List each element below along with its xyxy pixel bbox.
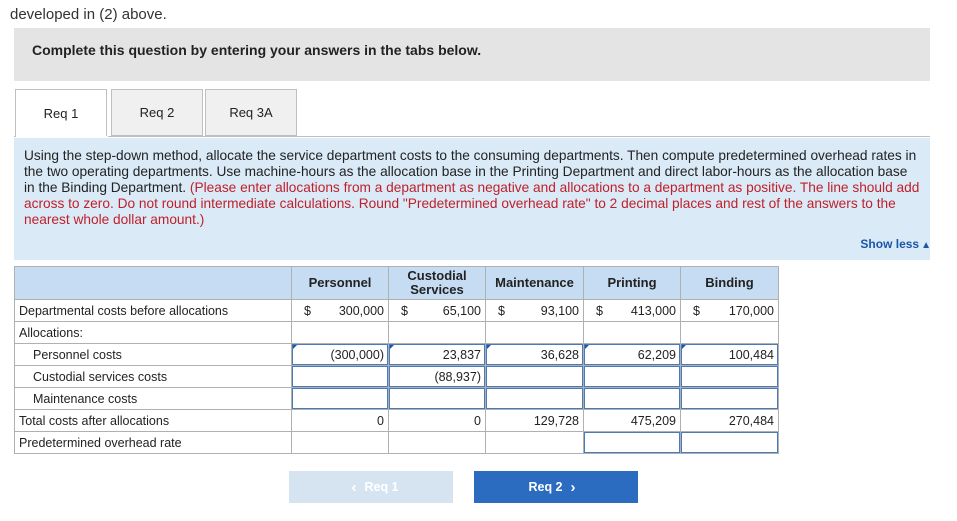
cell-value: 300,000 — [338, 303, 384, 318]
input-cell[interactable] — [584, 366, 681, 388]
row-label: Total costs after allocations — [15, 410, 292, 432]
dollar-sign: $ — [304, 303, 311, 318]
tab-divider — [14, 136, 930, 137]
col-header-maintenance: Maintenance — [486, 267, 584, 300]
input-value[interactable]: (88,937) — [434, 369, 481, 384]
cell-value: 93,100 — [540, 303, 579, 318]
input-cell[interactable] — [681, 388, 779, 410]
input-cell[interactable] — [389, 388, 486, 410]
header-row — [15, 267, 779, 300]
input-cell[interactable] — [681, 344, 779, 366]
cell-printing — [584, 300, 681, 322]
cell-value: 413,000 — [630, 303, 676, 318]
input-cell[interactable] — [584, 432, 681, 454]
tab-req-3a[interactable]: Req 3A — [205, 89, 297, 136]
dollar-sign: $ — [596, 303, 603, 318]
input-value[interactable]: 62,209 — [637, 347, 676, 362]
table-row-rate — [15, 432, 779, 454]
table-row-custodial-costs — [15, 366, 779, 388]
dollar-sign: $ — [498, 303, 505, 318]
total-cell: 0 — [389, 410, 486, 432]
input-cell[interactable] — [486, 344, 584, 366]
table-row-maintenance-costs — [15, 388, 779, 410]
total-cell: 475,209 — [584, 410, 681, 432]
col-header-binding: Binding — [681, 267, 779, 300]
prev-req-button[interactable] — [289, 471, 453, 503]
input-cell[interactable] — [389, 366, 486, 388]
header-blank — [15, 267, 292, 300]
allocation-table — [14, 266, 779, 454]
cell-maintenance — [486, 300, 584, 322]
row-label: Allocations: — [15, 322, 292, 344]
intro-text: developed in (2) above. — [10, 6, 167, 23]
input-value[interactable]: 36,628 — [540, 347, 579, 362]
instruction-banner — [14, 28, 930, 81]
cell-personnel — [292, 300, 389, 322]
description-text: Using the step-down method, allocate the service department costs to the consuming departments. Then compute predetermined overhead rates in the two operating departments. Use machine-hours as the allocation base in the Printing Department and direct labor-hours as the allocation base in the Binding Department. — [24, 148, 917, 195]
input-cell[interactable] — [584, 344, 681, 366]
input-cell[interactable] — [681, 366, 779, 388]
table-row-personnel-costs — [15, 344, 779, 366]
show-less-toggle[interactable] — [860, 237, 931, 251]
cell-binding — [681, 300, 779, 322]
input-cell[interactable] — [681, 432, 779, 454]
total-cell: 0 — [292, 410, 389, 432]
input-cell[interactable] — [292, 388, 389, 410]
tab-req-1[interactable]: Req 1 — [15, 89, 107, 137]
next-label: Req 2 — [528, 480, 563, 494]
instruction-text: Complete this question by entering your answers in the tabs below. — [32, 42, 482, 58]
input-value[interactable]: 23,837 — [442, 347, 481, 362]
next-req-button[interactable] — [474, 471, 638, 503]
row-label: Personnel costs — [15, 344, 292, 366]
show-less-label[interactable]: Show less — [860, 237, 920, 251]
cell-value: 65,100 — [442, 303, 481, 318]
total-cell: 270,484 — [681, 410, 779, 432]
question-description — [14, 138, 930, 260]
row-label: Custodial services costs — [15, 366, 292, 388]
input-cell[interactable] — [486, 388, 584, 410]
dollar-sign: $ — [693, 303, 700, 318]
col-header-custodial: Custodial Services — [389, 267, 486, 300]
table-row-allocations — [15, 322, 779, 344]
col-header-printing: Printing — [584, 267, 681, 300]
row-label: Maintenance costs — [15, 388, 292, 410]
input-cell[interactable] — [584, 388, 681, 410]
prev-label: Req 1 — [364, 480, 399, 494]
input-cell[interactable] — [486, 366, 584, 388]
cell-custodial — [389, 300, 486, 322]
chevron-left-icon: ‹ — [351, 478, 357, 496]
input-cell[interactable] — [292, 366, 389, 388]
table-row-dept-costs — [15, 300, 779, 322]
total-cell: 129,728 — [486, 410, 584, 432]
input-value[interactable]: (300,000) — [330, 347, 384, 362]
table-row-total — [15, 410, 779, 432]
row-label: Predetermined overhead rate — [15, 432, 292, 454]
input-value[interactable]: 100,484 — [728, 347, 774, 362]
dollar-sign: $ — [401, 303, 408, 318]
input-cell[interactable] — [292, 344, 389, 366]
row-label: Departmental costs before allocations — [15, 300, 292, 322]
col-header-personnel: Personnel — [292, 267, 389, 300]
description-note: (Please enter allocations from a department as negative and allocations to a department as positive. The line should add across to zero. Do not round intermediate calculations. Round "Predetermined overhead rate" to 2 decimal places and rest of the answers to the nearest whole dollar amount.) — [24, 180, 920, 227]
input-cell[interactable] — [389, 344, 486, 366]
triangle-up-icon: ▲ — [921, 240, 931, 251]
cell-value: 170,000 — [728, 303, 774, 318]
chevron-right-icon: › — [570, 478, 576, 496]
tab-req-2[interactable]: Req 2 — [111, 89, 203, 136]
